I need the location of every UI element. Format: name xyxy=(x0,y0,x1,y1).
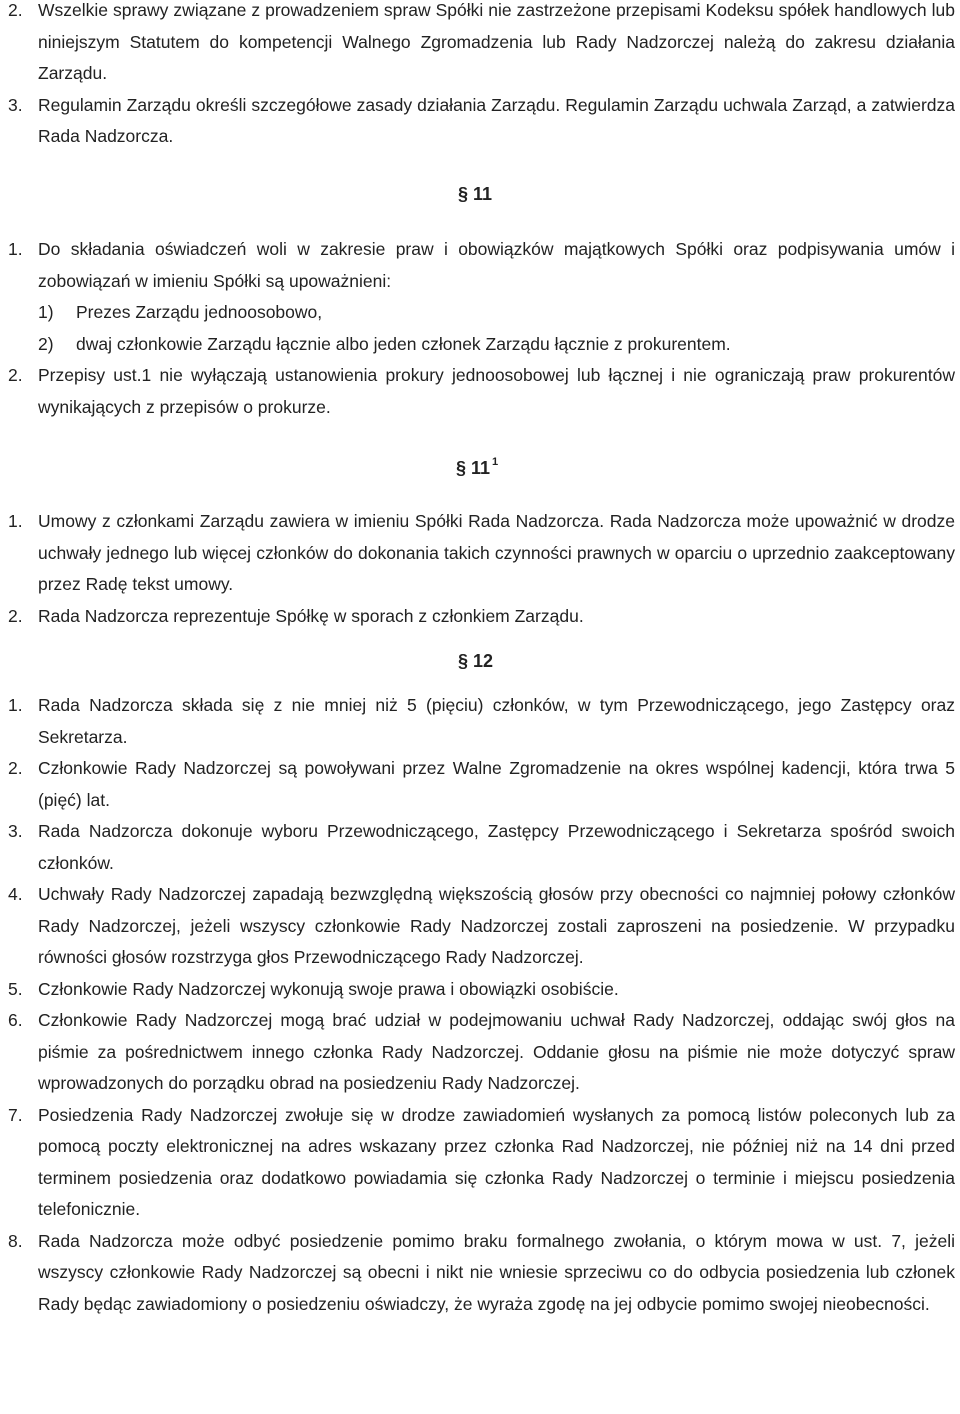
sub-item-2 xyxy=(8,329,955,361)
section-11-body xyxy=(8,234,955,423)
heading-superscript: 1 xyxy=(492,456,499,468)
paragraph-2 xyxy=(8,753,955,816)
paragraph-2 xyxy=(8,0,955,90)
paragraph-text: Rada Nadzorcza dokonuje wyboru Przewodniczącego, Zastępcy Przewodniczącego i Sekretarza spośród swoich członków. xyxy=(38,821,955,873)
sub-item-1 xyxy=(8,297,955,329)
section-heading-11-1 xyxy=(456,449,498,484)
section-11-1-body xyxy=(8,506,955,632)
paragraph-number: 2. xyxy=(8,605,23,626)
paragraph-number: 7. xyxy=(8,1104,23,1125)
paragraph-number: 6. xyxy=(8,1010,23,1030)
section-heading-12: § 12 xyxy=(458,651,494,671)
heading-text: § 11 xyxy=(456,458,491,478)
paragraph-6 xyxy=(8,1005,955,1100)
paragraph-text: Posiedzenia Rady Nadzorczej zwołuje się w drodze zawiadomień wysłanych za pomocą listów poleconych lub za pomocą poczty elektronicznej na adres wskazany przez członka Rad Nadzorczej, nie później niż na 14 dni przed terminem posiedzenia oraz dodatkowo powiadamia się członka Rady Nadzorczej o terminie i miejscu posiedzenia telefonicznie. xyxy=(38,1104,955,1219)
paragraph-number: 1. xyxy=(8,695,23,715)
intro-section xyxy=(8,0,955,153)
paragraph-number: 1. xyxy=(8,239,23,259)
paragraph-text: Wszelkie sprawy związane z prowadzeniem spraw Spółki nie zastrzeżone przepisami Kodeksu spółek handlowych lub niniejszym Statutem do kompetencji Walnego Zgromadzenia lub Rady Nadzorczej należą do zakresu działania Zarządu. xyxy=(38,0,955,83)
paragraph-4 xyxy=(8,879,955,974)
paragraph-number: 3. xyxy=(8,821,23,841)
sub-item-number: 2) xyxy=(38,333,54,354)
paragraph-5 xyxy=(8,974,955,1006)
paragraph-number: 4. xyxy=(8,884,23,904)
section-12-body xyxy=(8,690,955,1320)
paragraph-text: Rada Nadzorcza reprezentuje Spółkę w sporach z członkiem Zarządu. xyxy=(38,605,584,626)
paragraph-number: 2. xyxy=(8,0,23,20)
sub-item-text: Prezes Zarządu jednoosobowo, xyxy=(76,302,323,322)
section-heading-11: § 11 xyxy=(458,184,493,204)
paragraph-8 xyxy=(8,1226,955,1321)
paragraph-text: Rada Nadzorcza może odbyć posiedzenie pomimo braku formalnego zwołania, o którym mowa w ust. 7, jeżeli wszyscy członkowie Rady Nadzorczej są obecni i nikt nie wniesie sprzeciwu co do odbycia posiedzenia lub członek Rady będąc zawiadomiony o posiedzeniu oświadczy, że wyraża zgodę na jej odbycie pomimo swojej nieobecności. xyxy=(38,1230,955,1314)
paragraph-1 xyxy=(8,690,955,753)
paragraph-text: Członkowie Rady Nadzorczej wykonują swoje prawa i obowiązki osobiście. xyxy=(38,978,619,999)
paragraph-text: Członkowie Rady Nadzorczej mogą brać udział w podejmowaniu uchwał Rady Nadzorczej, oddając swój głos na piśmie za pośrednictwem innego członka Rady Nadzorczej. Oddanie głosu na piśmie nie może dotyczyć spraw wprowadzonych do porządku obrad na posiedzeniu Rady Nadzorczej. xyxy=(38,1010,955,1093)
paragraph-number: 2. xyxy=(8,758,23,778)
paragraph-1 xyxy=(8,506,955,601)
paragraph-text: Umowy z członkami Zarządu zawiera w imieniu Spółki Rada Nadzorcza. Rada Nadzorcza może upoważnić w drodze uchwały jednego lub więcej członków do dokonania takich czynności prawnych w oparciu o uprzednio zaakceptowany przez Radę tekst umowy. xyxy=(38,511,955,594)
paragraph-3 xyxy=(8,816,955,879)
paragraph-2 xyxy=(8,601,955,633)
paragraph-text: Rada Nadzorcza składa się z nie mniej niż 5 (pięciu) członków, w tym Przewodniczącego, jego Zastępcy oraz Sekretarza. xyxy=(38,695,955,747)
paragraph-3 xyxy=(8,90,955,153)
paragraph-7 xyxy=(8,1100,955,1226)
paragraph-number: 3. xyxy=(8,94,23,115)
paragraph-text: Do składania oświadczeń woli w zakresie praw i obowiązków majątkowych Spółki oraz podpisywania umów i zobowiązań w imieniu Spółki są upoważnieni: xyxy=(38,239,955,291)
paragraph-text: Regulamin Zarządu określi szczegółowe zasady działania Zarządu. Regulamin Zarządu uchwala Zarząd, a zatwierdza Rada Nadzorcza. xyxy=(38,94,955,146)
sub-item-number: 1) xyxy=(38,302,54,322)
paragraph-text: Uchwały Rady Nadzorczej zapadają bezwzględną większością głosów przy obecności co najmniej połowy członków Rady Nadzorczej, jeżeli wszyscy członkowie Rady Nadzorczej zostali zaproszeni na posiedzenie. W przypadku równości głosów rozstrzyga głos Przewodniczącego Rady Nadzorczej. xyxy=(38,884,955,967)
paragraph-number: 2. xyxy=(8,365,23,385)
paragraph-number: 1. xyxy=(8,511,23,531)
paragraph-number: 8. xyxy=(8,1230,23,1251)
paragraph-2 xyxy=(8,360,955,423)
paragraph-1 xyxy=(8,234,955,297)
paragraph-text: Przepisy ust.1 nie wyłączają ustanowienia prokury jednoosobowej lub łącznej i nie ograniczają praw prokurentów wynikających z przepisów o prokurze. xyxy=(38,365,955,417)
paragraph-text: Członkowie Rady Nadzorczej są powoływani przez Walne Zgromadzenie na okres wspólnej kadencji, która trwa 5 (pięć) lat. xyxy=(38,758,955,810)
sub-item-text: dwaj członkowie Zarządu łącznie albo jeden członek Zarządu łącznie z prokurentem. xyxy=(76,333,731,354)
paragraph-number: 5. xyxy=(8,978,23,999)
